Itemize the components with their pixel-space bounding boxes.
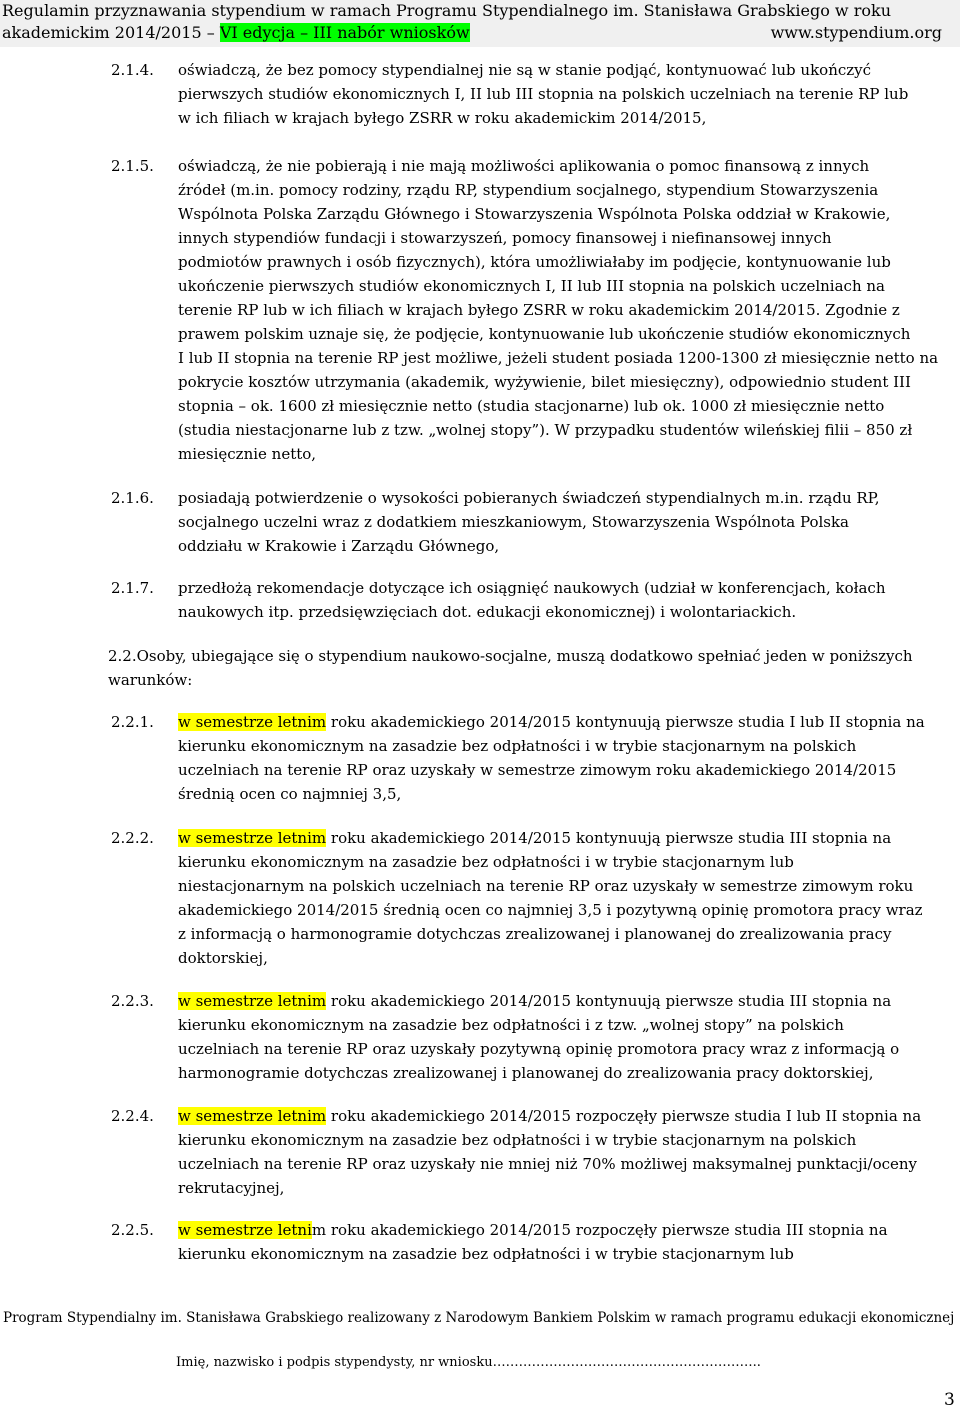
semester-highlight: w semestrze letni xyxy=(178,1221,312,1239)
header-title: Regulamin przyznawania stypendium w ramach Programu Stypendialnego im. Stanisława Grabskiego w roku xyxy=(2,1,891,20)
header-subtitle-line xyxy=(2,22,942,44)
item-text xyxy=(178,1104,960,1200)
semester-highlight: w semestrze letnim xyxy=(178,992,327,1010)
text-line: doktorskiej, xyxy=(178,949,268,967)
text-line: oddziału w Krakowie i Zarządu Głównego, xyxy=(178,537,500,555)
header-subtitle: akademickim 2014/2015 – xyxy=(2,23,220,42)
item-text xyxy=(178,486,960,558)
semester-highlight: w semestrze letnim xyxy=(178,1107,327,1125)
semester-highlight: w semestrze letnim xyxy=(178,829,327,847)
text-line: niestacjonarnym na polskich uczelniach na terenie RP oraz uzyskały w semestrze zimowym roku xyxy=(178,877,914,895)
text-line: uczelniach na terenie RP oraz uzyskały nie mniej niż 70% możliwej maksymalnej punktacji/oceny xyxy=(178,1155,918,1173)
text-line: socjalnego uczelni wraz z dodatkiem mieszkaniowym, Stowarzyszenia Wspólnota Polska xyxy=(178,513,850,531)
text-line: uczelniach na terenie RP oraz uzyskały w semestrze zimowym roku akademickiego 2014/2015 xyxy=(178,761,897,779)
header-title-line xyxy=(2,0,942,22)
text-line: uczelniach na terenie RP oraz uzyskały pozytywną opinię promotora pracy wraz z informacją o xyxy=(178,1040,900,1058)
page-number: 3 xyxy=(944,1390,955,1410)
text-line: kierunku ekonomicznym na zasadzie bez odpłatności i w trybie stacjonarnym lub xyxy=(178,1245,794,1263)
text-line: roku akademickiego 2014/2015 kontynuują pierwsze studia I lub II stopnia na xyxy=(326,713,925,731)
item-number: 2.2.5. xyxy=(111,1221,154,1239)
text-line: akademickiego 2014/2015 średnią ocen co najmniej 3,5 i pozytywną opinię promotora pracy wraz xyxy=(178,901,923,919)
text-line: Wspólnota Polska Zarządu Głównego i Stowarzyszenia Wspólnota Polska oddział w Krakowie, xyxy=(178,205,891,223)
text-line: średnią ocen co najmniej 3,5, xyxy=(178,785,402,803)
item-number: 2.1.5. xyxy=(111,157,154,175)
text-line: z informacją o harmonogramie dotychczas zrealizowanej i planowanej do zrealizowania pracy xyxy=(178,925,892,943)
text-line: kierunku ekonomicznym na zasadzie bez odpłatności i z tzw. „wolnej stopy” na polskich xyxy=(178,1016,844,1034)
text-line: oświadczą, że bez pomocy stypendialnej nie są w stanie podjąć, kontynuować lub ukończyć xyxy=(178,61,872,79)
item-text xyxy=(178,1218,960,1266)
text-line: warunków: xyxy=(108,671,193,689)
text-line: rekrutacyjnej, xyxy=(178,1179,285,1197)
text-line: roku akademickiego 2014/2015 kontynuują pierwsze studia III stopnia na xyxy=(326,992,892,1010)
edition-highlight: VI edycja – III nabór wniosków xyxy=(219,23,470,42)
text-line: przedłożą rekomendacje dotyczące ich osiągnięć naukowych (udział w konferencjach, kołach xyxy=(178,579,886,597)
text-line: pokrycie kosztów utrzymania (akademik, wyżywienie, bilet miesięczny), odpowiednio student III xyxy=(178,373,911,391)
program-footer-text: Program Stypendialny im. Stanisława Grabskiego realizowany z Narodowym Bankiem Polskim w ramach programu edukacji ekonomicznej xyxy=(3,1310,955,1326)
semester-highlight: w semestrze letnim xyxy=(178,713,327,731)
text-line: (studia niestacjonarne lub z tzw. „wolnej stopy”). W przypadku studentów wileńskiej filii – 850 zł xyxy=(178,421,913,439)
text-line: posiadają potwierdzenie o wysokości pobieranych świadczeń stypendialnych m.in. rządu RP, xyxy=(178,489,880,507)
item-text xyxy=(178,989,960,1085)
text-line: oświadczą, że nie pobierają i nie mają możliwości aplikowania o pomoc finansową z innych xyxy=(178,157,870,175)
item-number: 2.1.6. xyxy=(111,489,154,507)
item-number: 2.1.4. xyxy=(111,61,154,79)
text-line: I lub II stopnia na terenie RP jest możliwe, jeżeli student posiada 1200-1300 zł miesięcznie netto na xyxy=(178,349,939,367)
text-line: kierunku ekonomicznym na zasadzie bez odpłatności i w trybie stacjonarnym na polskich xyxy=(178,737,857,755)
section-number: 2.2. xyxy=(108,647,137,665)
text-line: podmiotów prawnych i osób fizycznych), która umożliwiałaby im podjęcie, kontynuowanie lub xyxy=(178,253,891,271)
text-line: kierunku ekonomicznym na zasadzie bez odpłatności i w trybie stacjonarnym lub xyxy=(178,853,794,871)
text-line: m roku akademickiego 2014/2015 rozpoczęły pierwsze studia III stopnia na xyxy=(311,1221,888,1239)
text-line: roku akademickiego 2014/2015 kontynuują pierwsze studia III stopnia na xyxy=(326,829,892,847)
text-line: naukowych itp. przedsięwzięciach dot. edukacji ekonomicznej) i wolontariackich. xyxy=(178,603,797,621)
text-line: pierwszych studiów ekonomicznych I, II lub III stopnia na polskich uczelniach na terenie RP lub xyxy=(178,85,909,103)
text-line: ukończenie pierwszych studiów ekonomicznych I, II lub III stopnia na polskich uczelniach na xyxy=(178,277,885,295)
text-line: stopnia – ok. 1600 zł miesięcznie netto (studia stacjonarne) lub ok. 1000 zł miesięcznie netto xyxy=(178,397,885,415)
page-header xyxy=(0,0,960,47)
item-number: 2.2.3. xyxy=(111,992,154,1010)
item-number: 2.2.1. xyxy=(111,713,154,731)
text-line: innych stypendiów fundacji i stowarzyszeń, pomocy finansowej i niefinansowej innych xyxy=(178,229,832,247)
section-text xyxy=(108,644,960,692)
item-text xyxy=(178,154,960,466)
item-text xyxy=(178,710,960,806)
text-line: miesięcznie netto, xyxy=(178,445,317,463)
signature-line: Imię, nazwisko i podpis stypendysty, nr wniosku…………………………………………………….. xyxy=(176,1355,761,1370)
text-line: harmonogramie dotychczas zrealizowanej i planowanej do zrealizowania pracy doktorskiej, xyxy=(178,1064,874,1082)
website-link[interactable]: www.stypendium.org xyxy=(770,23,942,42)
item-number: 2.1.7. xyxy=(111,579,154,597)
item-text xyxy=(178,58,960,130)
text-line: źródeł (m.in. pomocy rodziny, rządu RP, stypendium socjalnego, stypendium Stowarzyszenia xyxy=(178,181,879,199)
item-number: 2.2.2. xyxy=(111,829,154,847)
text-line: roku akademickiego 2014/2015 rozpoczęły pierwsze studia I lub II stopnia na xyxy=(326,1107,922,1125)
text-line: terenie RP lub w ich filiach w krajach byłego ZSRR w roku akademickim 2014/2015. Zgodnie z xyxy=(178,301,900,319)
item-number: 2.2.4. xyxy=(111,1107,154,1125)
item-text xyxy=(178,576,960,624)
text-line: prawem polskim uznaje się, że podjęcie, kontynuowanie lub ukończenie studiów ekonomicznych xyxy=(178,325,911,343)
text-line: kierunku ekonomicznym na zasadzie bez odpłatności i w trybie stacjonarnym na polskich xyxy=(178,1131,857,1149)
text-line: w ich filiach w krajach byłego ZSRR w roku akademickim 2014/2015, xyxy=(178,109,707,127)
item-text xyxy=(178,826,960,970)
text-line: Osoby, ubiegające się o stypendium naukowo-socjalne, muszą dodatkowo spełniać jeden w poniższych xyxy=(136,647,913,665)
